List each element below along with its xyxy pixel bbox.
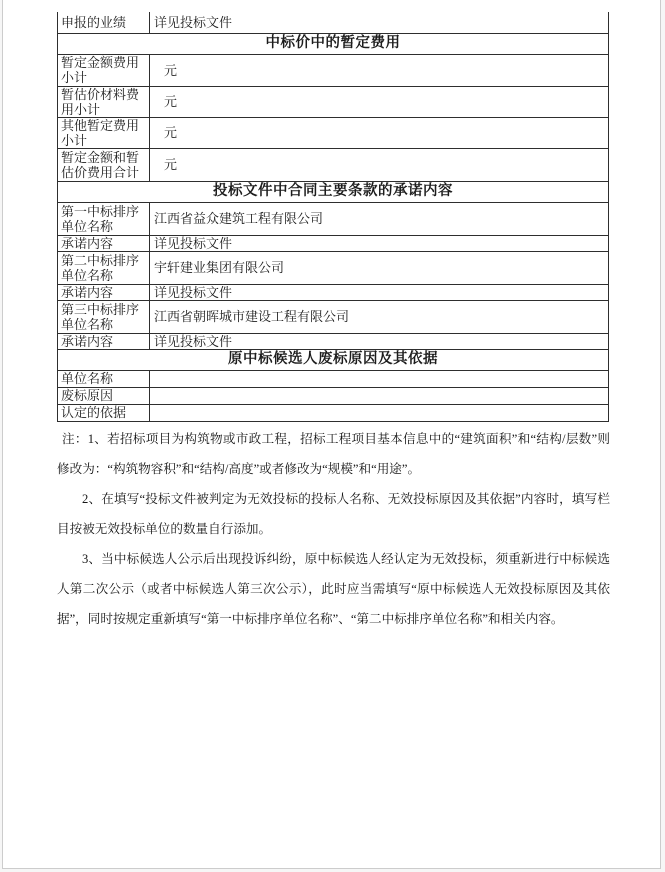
row-value: 元 <box>150 86 609 117</box>
section-header-row <box>58 181 609 202</box>
section-header: 投标文件中合同主要条款的承诺内容 <box>58 181 609 202</box>
row-label: 承诺内容 <box>58 284 150 300</box>
row-label: 承诺内容 <box>58 333 150 349</box>
bid-result-table <box>57 12 609 422</box>
table-row <box>58 86 609 117</box>
footnotes <box>57 424 610 634</box>
row-value: 元 <box>150 117 609 148</box>
row-value: 详见投标文件 <box>150 333 609 349</box>
table-row <box>58 300 609 333</box>
section-header: 中标价中的暂定费用 <box>58 33 609 54</box>
row-value: 详见投标文件 <box>150 12 609 33</box>
table-row <box>58 117 609 148</box>
note-paragraph: 3、当中标候选人公示后出现投诉纠纷，原中标候选人经认定为无效投标，须重新进行中标候选人第二次公示（或者中标候选人第三次公示），此时应当需填写“原中标候选人无效投标原因及其依据”，同时按规定重新填写“第一中标排序单位名称”、“第二中标排序单位名称”和相关内容。 <box>57 552 610 626</box>
row-label: 暂估价材料费用小计 <box>58 86 150 117</box>
row-label: 暂定金额和暂估价费用合计 <box>58 148 150 181</box>
table-row <box>58 333 609 349</box>
row-label: 第二中标排序单位名称 <box>58 251 150 284</box>
row-label: 承诺内容 <box>58 235 150 251</box>
document-page <box>2 0 661 869</box>
row-label: 认定的依据 <box>58 404 150 421</box>
row-value: 详见投标文件 <box>150 284 609 300</box>
table-row <box>58 404 609 421</box>
table-row <box>58 284 609 300</box>
row-value: 元 <box>150 148 609 181</box>
note-paragraph: 注：1、若招标项目为构筑物或市政工程，招标工程项目基本信息中的“建筑面积”和“结构/层数”则修改为：“构筑物容积”和“结构/高度”或者修改为“规模”和“用途”。 <box>57 432 610 476</box>
table-row <box>58 54 609 86</box>
row-value: 江西省益众建筑工程有限公司 <box>150 202 609 235</box>
section-header: 原中标候选人废标原因及其依据 <box>58 349 609 370</box>
table-row <box>58 12 609 33</box>
table-row <box>58 235 609 251</box>
row-value: 元 <box>150 54 609 86</box>
table-row <box>58 202 609 235</box>
note-paragraph: 2、在填写“投标文件被判定为无效投标的投标人名称、无效投标原因及其依据”内容时，填写栏目按被无效投标单位的数量自行添加。 <box>57 492 610 536</box>
table-row <box>58 370 609 387</box>
row-label: 第一中标排序单位名称 <box>58 202 150 235</box>
row-label: 暂定金额费用小计 <box>58 54 150 86</box>
table-row <box>58 148 609 181</box>
section-header-row <box>58 33 609 54</box>
row-value <box>150 387 609 404</box>
row-label: 申报的业绩 <box>58 12 150 33</box>
row-label: 单位名称 <box>58 370 150 387</box>
section-header-row <box>58 349 609 370</box>
row-value <box>150 404 609 421</box>
row-label: 第三中标排序单位名称 <box>58 300 150 333</box>
row-value: 宇轩建业集团有限公司 <box>150 251 609 284</box>
row-value <box>150 370 609 387</box>
row-label: 废标原因 <box>58 387 150 404</box>
row-value: 详见投标文件 <box>150 235 609 251</box>
row-value: 江西省朝晖城市建设工程有限公司 <box>150 300 609 333</box>
table-row <box>58 387 609 404</box>
table-row <box>58 251 609 284</box>
row-label: 其他暂定费用小计 <box>58 117 150 148</box>
